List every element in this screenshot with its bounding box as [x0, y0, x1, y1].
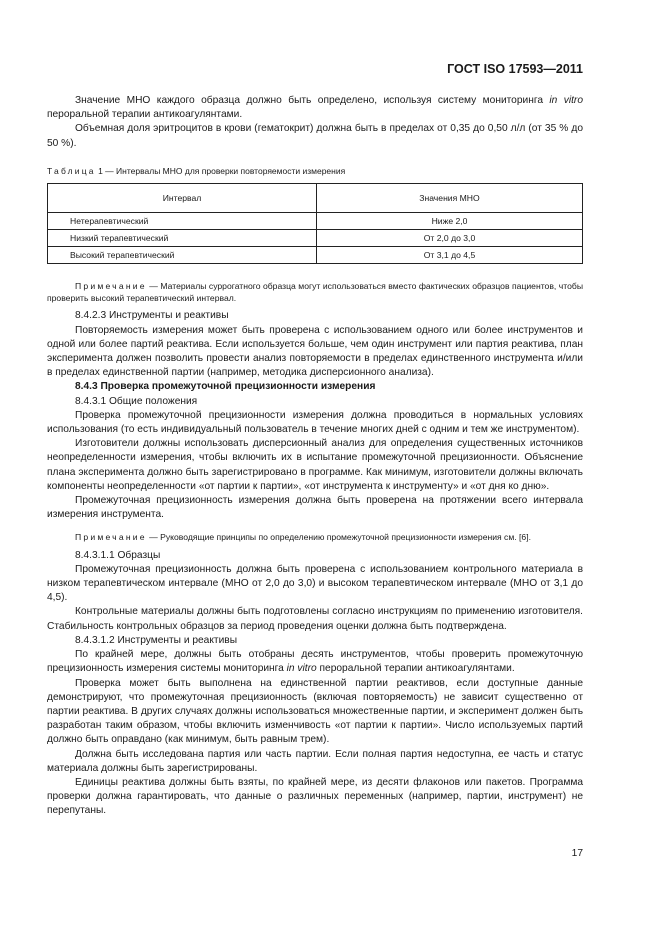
intro-paragraph-1 — [47, 94, 583, 122]
s84312-p1-text-a: По крайней мере, должны быть отобраны десять инструментов, чтобы проверить промежуточную прецизионность измерения системы мониторинга — [47, 649, 583, 675]
section-84312-paragraph-1 — [47, 648, 583, 676]
section-84312-heading: 8.4.3.1.2 Инструменты и реактивы — [75, 634, 238, 646]
note-1-text: — Материалы суррогатного образца могут использоваться вместо фактических образцов пациентов, чтобы проверить высокий терапевтический интервал. — [47, 281, 583, 304]
s84312-p1-em: in vitro — [286, 663, 317, 675]
table-caption-word: Таблица — [47, 165, 96, 176]
note-2-text: — Руководящие принципы по определению промежуточной прецизионности измерения см. [6]. — [146, 532, 531, 543]
section-843-paragraph-1: Проверка промежуточной прецизионности измерения должна проводиться в нормальных условиях использования (то есть индивидуальный пользователь в течение многих дней с одним и тем же инструментом). — [47, 409, 583, 436]
section-84312-paragraph-4: Единицы реактива должны быть взяты, по крайней мере, из десяти флаконов или пакетов. Программа проверки должна гарантировать, что данные о различных переменных (например, партии, инструмент) не перепутаны. — [47, 776, 583, 817]
table-cell-value: От 3,1 до 4,5 — [317, 247, 583, 264]
table-row — [48, 213, 583, 230]
section-84312-paragraph-2: Проверка может быть выполнена на единственной партии реактивов, если доступные данные демонстрируют, что промежуточная прецизионность (включая повторяемость) не зависит существенно от партии реактива. В других случаях должны использоваться множественные партии, и эксперимент должен быть разработан таким образом, чтобы включить изменчивость «от партии к партии». Число используемых партий должно быть оправдано (как минимум, быть равным трем). — [47, 677, 583, 746]
intro-p1-em: in vitro — [549, 95, 583, 106]
section-84311-paragraph-2: Контрольные материалы должны быть подготовлены согласно инструкциям по применению изготовителя. Стабильность контрольных образцов за период проведения оценки должна быть подтверждена. — [47, 606, 583, 632]
section-8423-paragraph: Повторяемость измерения может быть проверена с использованием одного или более инструментов и одной или более партий реактива. Если используется больше, чем один инструмент или партия реактива, план эксперимента должен позволить провести анализ повторяемости в пределах единственного инструмента и/или в пределах единственной партии (например, методика дисперсионного анализа). — [47, 324, 583, 379]
section-84311-heading: 8.4.3.1.1 Образцы — [75, 549, 161, 561]
table-cell-interval: Низкий терапевтический — [48, 230, 317, 247]
table-cell-interval: Нетерапевтический — [48, 213, 317, 230]
mno-intervals-table — [47, 183, 583, 264]
table-row — [48, 247, 583, 264]
note-1-label: Примечание — [75, 281, 147, 292]
note-2-label: Примечание — [75, 532, 147, 543]
table-header-values: Значения МНО — [317, 184, 583, 213]
section-84312-paragraph-3: Должна быть исследована партия или часть партии. Если полная партия недоступна, ее часть и статус материала должны быть зарегистрированы. — [47, 748, 583, 774]
standard-header: ГОСТ ISO 17593—2011 — [447, 62, 583, 76]
document-body — [47, 94, 583, 819]
section-84311-paragraph-1: Промежуточная прецизионность должна быть проверена с использованием контрольного материала в низком терапевтическом интервале (МНО от 2,0 до 3,0) и высоком терапевтическом интервале (МНО от 3,1 до 4,5). — [47, 563, 583, 604]
section-8431-heading: 8.4.3.1 Общие положения — [75, 395, 198, 407]
note-1 — [47, 280, 583, 304]
s84312-p1-text-b: пероральной терапии антикоагулянтами. — [316, 663, 515, 675]
page-number: 17 — [571, 848, 583, 859]
table-cell-value: От 2,0 до 3,0 — [317, 230, 583, 247]
section-843-heading: 8.4.3 Проверка промежуточной прецизионности измерения — [75, 381, 376, 393]
section-843-paragraph-3: Промежуточная прецизионность измерения должна быть проверена на протяжении всего интервала измерения инструмента. — [47, 495, 583, 521]
table-cell-value: Ниже 2,0 — [317, 213, 583, 230]
intro-paragraph-2: Объемная доля эритроцитов в крови (гематокрит) должна быть в пределах от 0,35 до 0,50 л/л (от 35 % до 50 %). — [47, 123, 583, 149]
table-caption-rest: 1 — Интервалы МНО для проверки повторяемости измерения — [95, 165, 346, 176]
table-caption — [47, 164, 583, 178]
table-cell-interval: Высокий терапевтический — [48, 247, 317, 264]
table-row — [48, 230, 583, 247]
section-843-paragraph-2: Изготовители должны использовать дисперсионный анализ для определения существенных источников неопределенности измерения, чтобы включить их в испытание промежуточной прецизионности. Объяснение плана эксперимента должно быть зарегистрировано в программе. Как минимум, изготовители должны включать компоненты неопределенности «от партии к партии», «от инструмента к инструменту» и «от дня ко дню». — [47, 438, 583, 492]
section-8423-heading: 8.4.2.3 Инструменты и реактивы — [75, 310, 229, 322]
intro-p1-text-b: пероральной терапии антикоагулянтами. — [47, 109, 243, 121]
table-header-interval: Интервал — [48, 184, 317, 213]
intro-p1-text-a: Значение МНО каждого образца должно быть определено, используя систему мониторинга — [75, 95, 550, 106]
note-2 — [47, 531, 583, 543]
table-header-row — [48, 184, 583, 213]
